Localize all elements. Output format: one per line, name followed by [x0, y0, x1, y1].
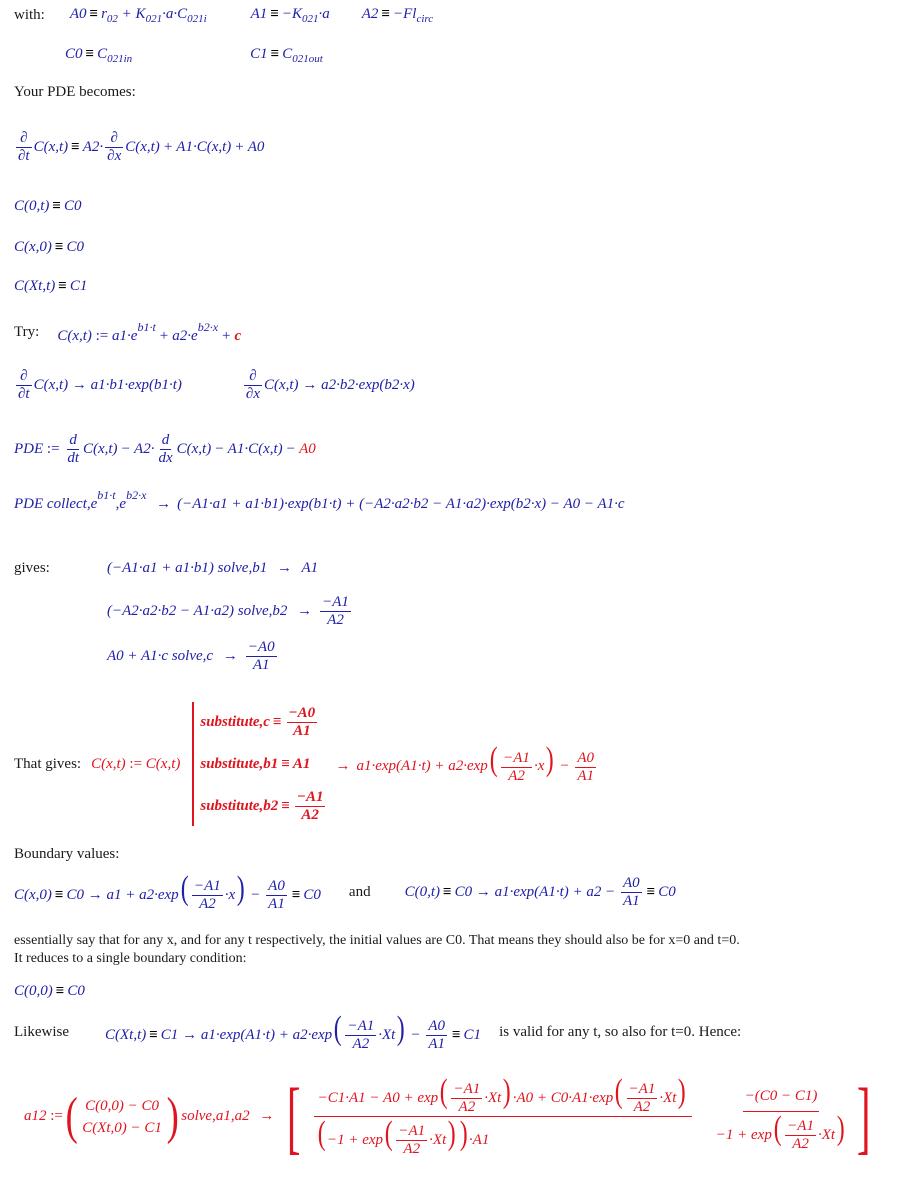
pde-equation: $\frac{\partial}{\partial t}$ C(x,t) ≡ A2· $\frac{\partial}{\partial x}$ C(x,t) + A1·C(x,t) + A0 [18, 130, 265, 164]
derivatives-row [14, 368, 415, 403]
boundary-values-row: C(x,0) ≡ C0 → a1 + a2·exp( $\frac{-A1}{A2}$ ·x) − $\frac{A0}{A1}$ ≡ C0 and C(0,t) ≡ C0 → a1·exp(A1·t) + a2 − $\frac{A0}{A1}$ ≡ C0 [14, 870, 676, 913]
def-C0: $C0 \equiv C_{021in}$ [65, 46, 133, 65]
bc-3: C(Xt,t) ≡ C1 [14, 278, 88, 294]
a2-solution: −(C0 − C1) −1 + exp( $\frac{-A1}{A2}$ ·Xt) [714, 1081, 849, 1153]
trial-function: Try: C(x,t) := $a1\cdot e^{b1\cdot t}+ a2\cdot e^{b2\cdot x}+ c$ [14, 320, 242, 344]
bc-2: C(x,0) ≡ C0 [14, 239, 84, 255]
boundary-values-heading: Boundary values: [14, 846, 120, 862]
bv-1: C(x,0) ≡ C0 → a1 + a2·exp( $\frac{-A1}{A2}$ ·x) − $\frac{A0}{A1}$ ≡ C0 [14, 870, 321, 913]
bv-2: C(0,t) ≡ C0 → a1·exp(A1·t) + a2 − $\frac{A0}{A1}$ ≡ C0 [404, 875, 676, 910]
single-bc: C(0,0) ≡ C0 [14, 983, 85, 999]
solve-b1: gives: (−A1·a1 + a1·b1) solve,b1 → A1 [14, 560, 319, 576]
a12-matrix: C(0,0) − C0 C(Xt,0) − C1 [82, 1097, 162, 1136]
definitions-row-2 [65, 46, 323, 65]
substitute-c: substitute,c ≡ $\frac{-A0}{A1}$ [200, 704, 316, 739]
dt-derivative: $\frac{\partial}{\partial t}$ C(x,t) → a1·b1·exp(b1·t) [18, 368, 182, 402]
pde-becomes-text: Your PDE becomes: [14, 84, 136, 100]
that-gives-row: That gives: C(x,t) := C(x,t) substitute,c ≡ $\frac{-A0}{A1}$ substitute,b1 ≡ A1 substitute,b2 ≡ $\frac{-A1}{A2}$ → a1·exp(A1·t) + a2·exp( $\frac{-A1}{A2}$ ·x) − $\frac{A0}{A1}$ [14, 702, 598, 826]
substitute-b1: substitute,b1 ≡ A1 [200, 755, 311, 772]
solution-result: → a1·exp(A1·t) + a2·exp( $\frac{-A1}{A2}$ ·x) − $\frac{A0}{A1}$ [335, 741, 594, 784]
def-A0: $A0 \equiv r_{02} + K_{021}\cdot a\cdot C_{021i}$ [69, 6, 207, 25]
pde-definition: PDE := $\frac{d}{dt}$ C(x,t) − A2· $\frac{d}{dx}$ C(x,t) − A1·C(x,t) − A0 [14, 432, 316, 466]
pde-collect: PDE $collect,e^{b1\cdot t},e^{b2\cdot x} \to (-A1\cdot a1 + a1\cdot b1)\cdot\exp(b1\cdot t) + (-A2\cdot a2\cdot b2 - A1\cdot a2)\cdot\exp(b2\cdot x) - A0 - A1\cdot c$ [14, 488, 625, 512]
likewise-row: Likewise C(Xt,t) ≡ C1 → a1·exp(A1·t) + a2·exp( $\frac{-A1}{A2}$ ·Xt) − $\frac{A0}{A1}$ ≡ C1 is valid for any t, so also for t=0. Hence: [14, 1010, 742, 1053]
dx-derivative: $\frac{\partial}{\partial x}$ C(x,t) → a2·b2·exp(b2·x) [245, 368, 415, 402]
substitute-b2: substitute,b2 ≡ $\frac{-A1}{A2}$ [200, 788, 324, 823]
bc-1: C(0,t) ≡ C0 [14, 198, 82, 214]
explanation-line-2: It reduces to a single boundary condition: [14, 951, 247, 966]
definitions-row-1 [14, 6, 433, 25]
substitution-block [192, 702, 327, 826]
a12-solve: a12 := ( C(0,0) − C0 C(Xt,0) − C1 ) solve,a1,a2 → [ −C1·A1 − A0 + exp( $\frac{-A1}{A2}$ ·Xt) ·A0 + C0·A1·exp( $\frac{-A1}{A2}$ ·Xt) ( −1 + exp( $\frac{-A1}{A2}$ ·Xt)) ·A1 −(C0 − C1) −1 + exp( $\frac{-A1}{A2}$ ·Xt) ] [24, 1070, 871, 1162]
with-label: with: [14, 7, 45, 23]
a1-solution: −C1·A1 − A0 + exp( $\frac{-A1}{A2}$ ·Xt) ·A0 + C0·A1·exp( $\frac{-A1}{A2}$ ·Xt) ( −1 + exp( $\frac{-A1}{A2}$ ·Xt)) ·A1 [314, 1075, 692, 1158]
solve-b2: (−A2·a2·b2 − A1·a2) solve,b2 → $\frac{-A1}{A2}$ [107, 594, 349, 628]
explanation-line-1: essentially say that for any x, and for any t respectively, the initial values are C0. That means they should also be for x=0 and t=0. [14, 933, 740, 948]
def-A2: $A2 \equiv -Fl_{circ}$ [361, 6, 434, 25]
def-C1: $C1 \equiv C_{021out}$ [250, 46, 323, 65]
solve-c: A0 + A1·c solve,c → $\frac{-A0}{A1}$ [107, 639, 275, 673]
def-A1: $A1 \equiv -K_{021}\cdot a$ [250, 6, 330, 25]
